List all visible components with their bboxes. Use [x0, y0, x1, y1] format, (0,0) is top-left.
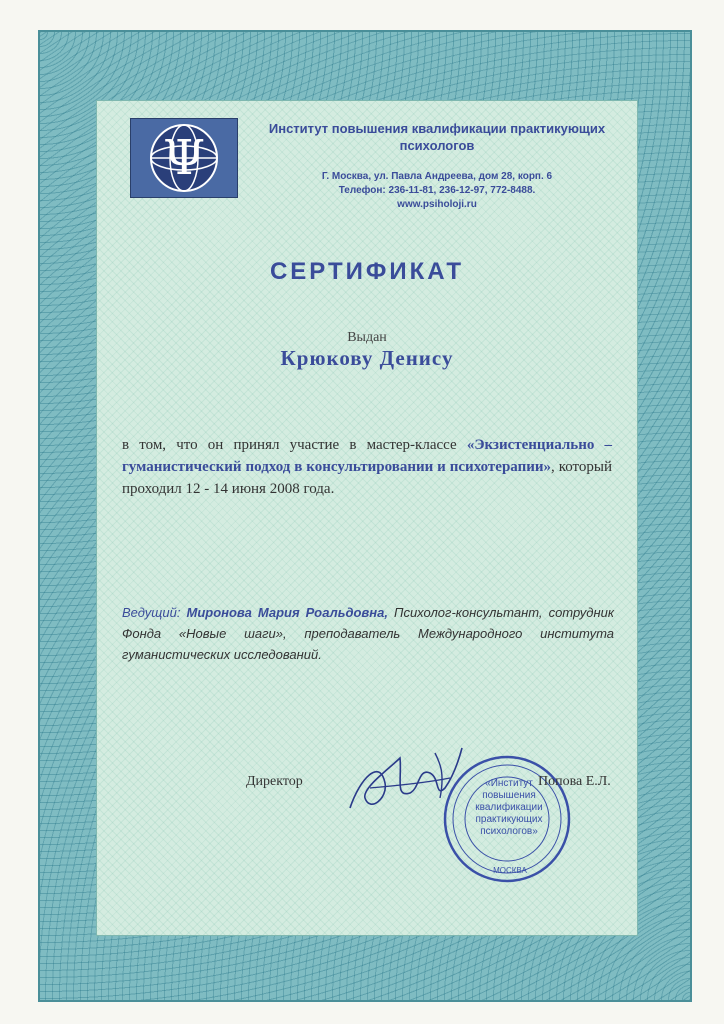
leader-name: Миронова Мария Роальдовна,: [186, 605, 388, 620]
issued-label: Выдан: [347, 330, 387, 345]
psi-globe-logo-icon: [130, 118, 238, 198]
certificate-body: [122, 434, 612, 500]
stamp-inner-text: «Институт повышения квалификации практикующих психологов»: [475, 778, 543, 837]
address-line: Г. Москва, ул. Павла Андреева, дом 28, корп. 6: [321, 171, 553, 182]
body-intro: в том, что он принял участие в мастер-классе: [122, 437, 457, 453]
body-outro: , который проходил 12 - 14 июня 2008 года.: [122, 459, 612, 497]
website-link[interactable]: www.psiholoji.ru: [397, 199, 477, 210]
certificate-title: СЕРТИФИКАТ: [269, 258, 465, 285]
institute-address-block: [262, 170, 612, 212]
leader-block: [122, 602, 614, 665]
director-label: Директор: [246, 774, 303, 789]
masterclass-name: «Экзистенциально – гуманистический подход в консультировании и психотерапии»: [122, 437, 612, 475]
phone-line: Телефон: 236-11-81, 236-12-97, 772-8488.: [338, 185, 536, 196]
svg-text:Ψ: Ψ: [162, 130, 206, 186]
institute-name: Институт повышения квалификации практикующих психологов: [268, 121, 606, 153]
stamp-city: МОСКВА: [493, 866, 527, 875]
recipient-name: Крюкову Денису: [280, 346, 454, 370]
leader-description: Психолог-консультант, сотрудник Фонда «Новые шаги», преподаватель Международного института гуманистических исследований.: [122, 605, 614, 662]
leader-label: Ведущий:: [122, 605, 181, 620]
director-name: Попова Е.Л.: [538, 774, 611, 789]
